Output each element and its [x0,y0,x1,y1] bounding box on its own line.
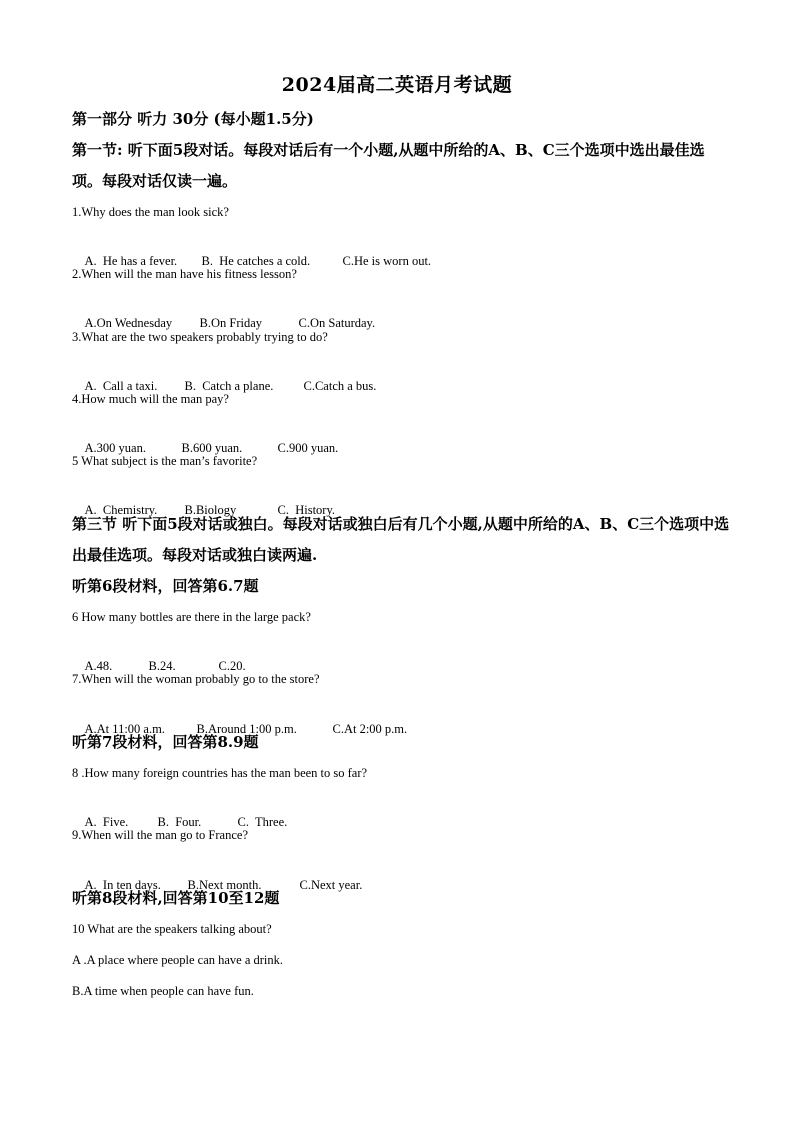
part1-heading: 第一部分 听力 30分 (每小题1.5分) [72,110,314,128]
option-a: A.On Wednesday [84,316,173,330]
page-title: 2024届高二英语月考试题 [281,74,513,96]
question-6: 6 How many bottles are there in the large pack? [72,610,311,624]
option-a: A.48. [84,659,113,673]
option-c: C. Three. [237,815,288,829]
option-a: A. In ten days. [84,878,161,892]
question-2: 2.When will the man have his fitness lesson? [72,267,297,281]
option-c: C.900 yuan. [277,441,339,455]
question-1: 1.Why does the man look sick? [72,205,229,219]
option-b: B.Biology [184,503,237,517]
passage-6-heading: 听第6段材料，回答第6.7题 [72,577,259,595]
option-b: B.24. [148,659,176,673]
question-10-option-b: B.A time when people can have fun. [72,984,254,998]
option-a: A.At 11:00 a.m. [84,722,165,736]
question-3: 3.What are the two speakers probably trying to do? [72,330,328,344]
option-b: B. Catch a plane. [184,379,274,393]
question-9: 9.When will the man go to France? [72,828,248,842]
option-b: B. Four. [157,815,202,829]
option-a: A. Five. [84,815,129,829]
question-4: 4.How much will the man pay? [72,392,229,406]
passage-7-heading: 听第7段材料，回答第8.9题 [72,733,259,751]
question-10-option-a: A .A place where people can have a drink. [72,953,284,967]
option-c: C.On Saturday. [298,316,376,330]
option-a: A. Chemistry. [84,503,158,517]
option-c: C.At 2:00 p.m. [332,722,408,736]
option-a: A. Call a taxi. [84,379,158,393]
question-5: 5 What subject is the man’s favorite? [72,454,258,468]
option-a: A. He has a fever. [84,254,178,268]
option-b: B. He catches a cold. [201,254,311,268]
option-c: C.20. [218,659,246,673]
option-c: C.Catch a bus. [303,379,377,393]
passage-8-heading: 听第8段材料,回答第10至12题 [72,889,280,907]
option-c: C. History. [277,503,336,517]
question-8: 8 .How many foreign countries has the man been to so far? [72,766,368,780]
option-b: B.600 yuan. [181,441,243,455]
option-a: A.300 yuan. [84,441,146,455]
section1-heading: 第一节: 听下面5段对话。每段对话后有一个小题,从题中所给的A、B、C三个选项中选出最佳选项。每段对话仅读一遍。 [72,141,705,190]
option-b: B.Around 1:00 p.m. [196,722,297,736]
question-10: 10 What are the speakers talking about? [72,922,272,936]
option-c: C.Next year. [299,878,363,892]
section3-heading: 第三节 听下面5段对话或独白。每段对话或独白后有几个小题,从题中所给的A、B、C三个选项中选出最佳选项。每段对话或独白读两遍. [72,515,730,564]
question-7: 7.When will the woman probably go to the store? [72,672,320,686]
option-c: C.He is worn out. [342,254,432,268]
option-b: B.On Friday [199,316,262,330]
option-b: B.Next month. [187,878,262,892]
